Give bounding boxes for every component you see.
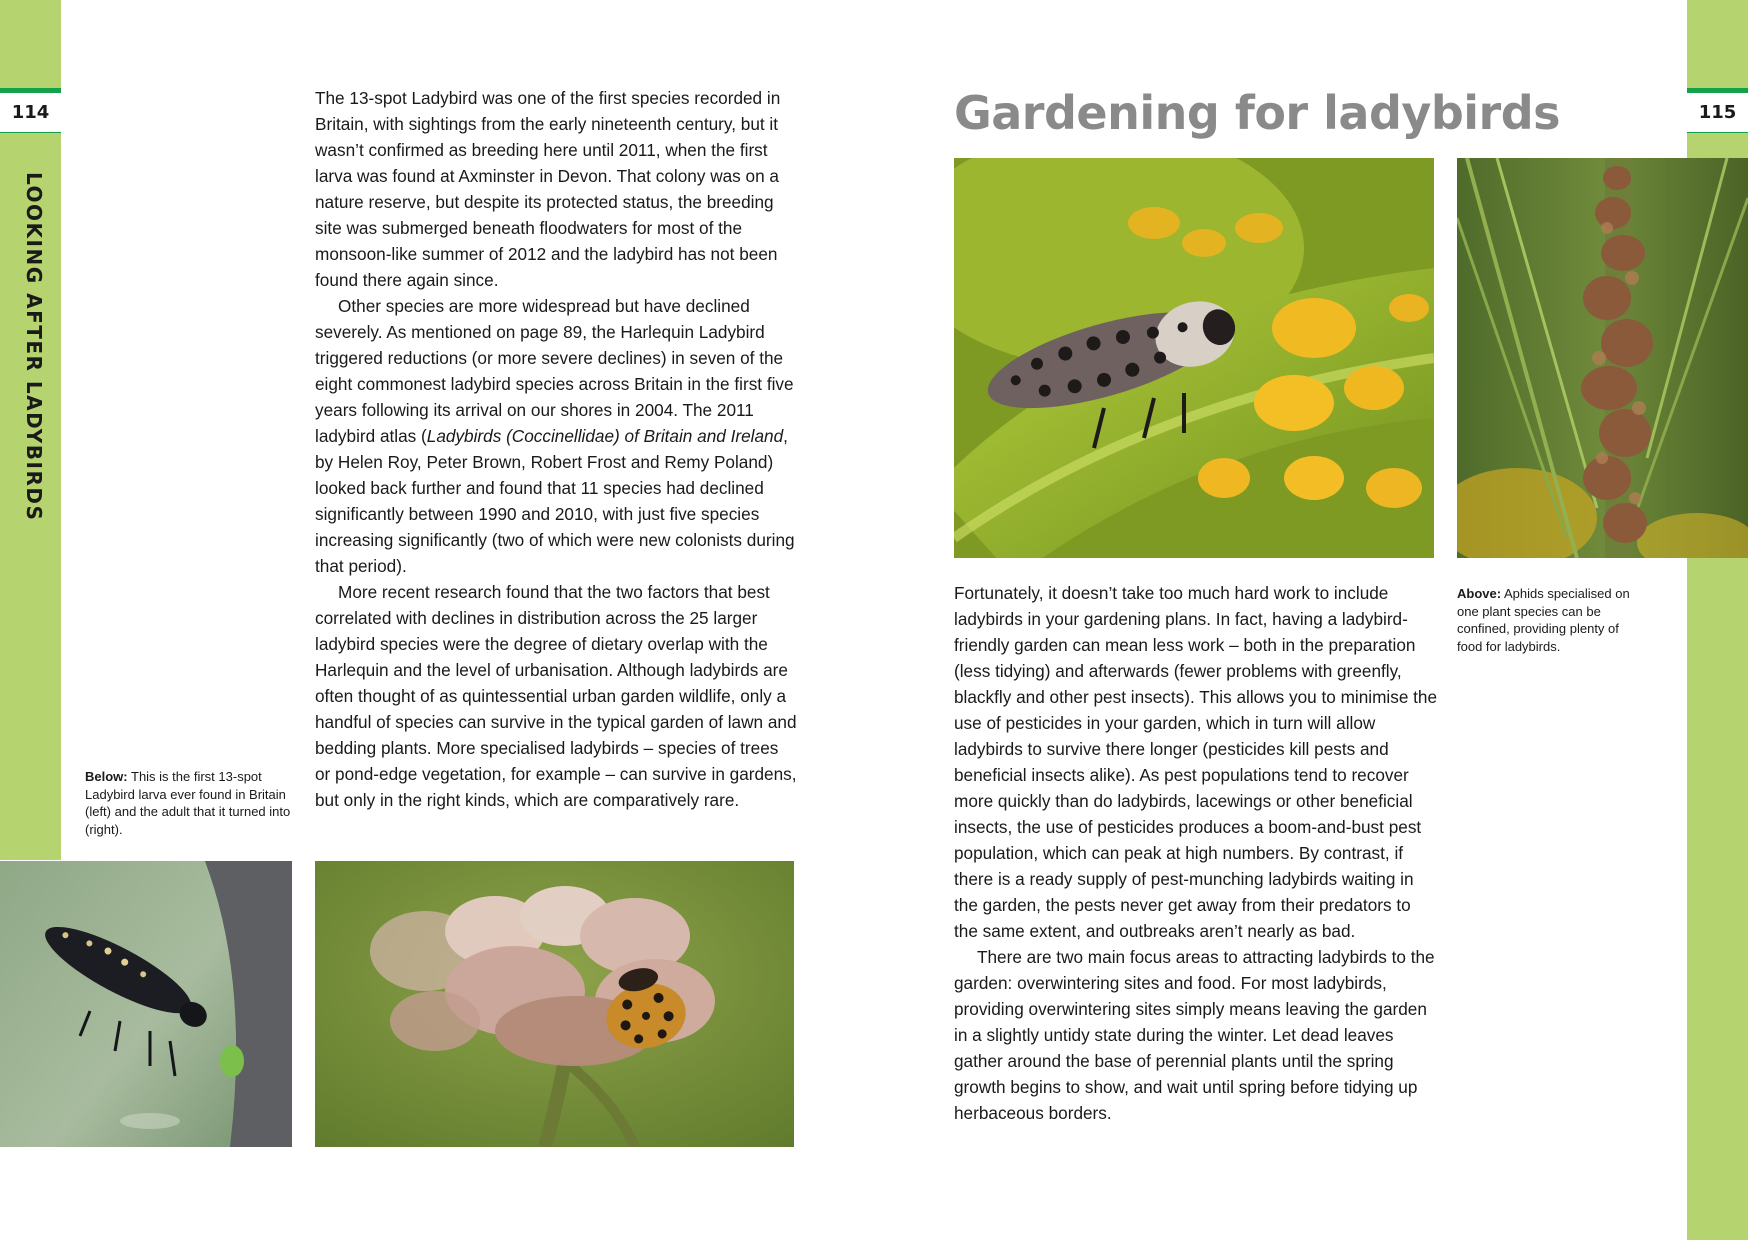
caption-above-text: Aphids specialised on one plant species can be confined, providing plenty of food for ladybirds.: [1457, 586, 1630, 654]
photo-13-spot-larva: [0, 861, 292, 1147]
left-paragraph-1: The 13-spot Ladybird was one of the first species recorded in Britain, with sightings from the early nineteenth century, but it wasn’t confirmed as breeding here until 2011, when the first larva was found at Axminster in Devon. That colony was on a nature reserve, but despite its protected status, the breeding site was submerged beneath floodwaters for most of the monsoon-like summer of 2012 and the ladybird has not been found there again since.: [315, 88, 781, 290]
left-page-body: [315, 85, 797, 813]
caption-below: [85, 768, 295, 838]
page-number-left-text: 114: [11, 102, 50, 123]
right-paragraph-2: There are two main focus areas to attracting ladybirds to the garden: overwintering sites and food. For most ladybirds, providing overwintering sites simply means leaving the garden in a slightly untidy state during the winter. Let dead leaves gather around the base of perennial plants until the spring growth begins to show, and wait until spring before tidying up herbaceous borders.: [954, 947, 1435, 1123]
right-page-body: [954, 580, 1438, 1126]
caption-above: [1457, 585, 1637, 655]
section-title-vertical: LOOKING AFTER LADYBIRDS: [22, 172, 46, 522]
photo-larva-with-aphids: [954, 158, 1434, 558]
page-number-right-text: 115: [1698, 102, 1737, 123]
left-paragraph-2: [315, 293, 797, 579]
photo-13-spot-adult: [315, 861, 794, 1147]
photo-aphids-on-stem: [1457, 158, 1748, 558]
page-number-right: [1687, 88, 1748, 133]
caption-below-text: This is the first 13-spot Ladybird larva ever found in Britain (left) and the adult that it turned into (right).: [85, 769, 291, 837]
caption-above-label: Above:: [1457, 586, 1502, 601]
left-paragraph-2-end: , by Helen Roy, Peter Brown, Robert Frost and Remy Poland) looked back further and found that 11 species had declined significantly between 1990 and 2010, with just five species increasing significantly (two of which were new colonists during that period).: [315, 426, 795, 576]
caption-below-label: Below:: [85, 769, 128, 784]
atlas-title: Ladybirds (Coccinellidae) of Britain and Ireland: [426, 426, 784, 446]
right-page-heading: Gardening for ladybirds: [954, 86, 1561, 140]
right-paragraph-1: Fortunately, it doesn’t take too much hard work to include ladybirds in your gardening plans. In fact, having a ladybird-friendly garden can mean less work – both in the preparation (less tidying) and afterwards (fewer problems with greenfly, blackfly and other pest insects). This allows you to minimise the use of pesticides in your garden, which in turn will allow ladybirds to survive there longer (pesticides kill pests and beneficial insects alike). As pest populations tend to recover more quickly than do ladybirds, lacewings or other beneficial insects, the use of pesticides produces a boom-and-bust pest population, which can peak at high numbers. By contrast, if there is a ready supply of pest-munching ladybirds waiting in the garden, the pests never get away from their predators to the same extent, and outbreaks aren’t nearly as bad.: [954, 583, 1438, 941]
left-paragraph-3: More recent research found that the two factors that best correlated with declines in distribution across the 25 larger ladybird species were the degree of dietary overlap with the Harlequin and the level of urbanisation. Although ladybirds are often thought of as quintessential urban garden wildlife, only a handful of species can survive in the typical garden of lawn and bedding plants. More specialised ladybirds – species of trees or pond-edge vegetation, for example – can survive in gardens, but only in the right kinds, which are comparatively rare.: [315, 582, 797, 810]
left-paragraph-2-start: Other species are more widespread but have declined severely. As mentioned on page 89, the Harlequin Ladybird triggered reductions (or more severe declines) in seven of the eight commonest ladybird species across Britain in the first five years following its arrival on our shores in 2004. The 2011 ladybird atlas (: [315, 296, 794, 446]
page-number-left: [0, 88, 61, 133]
